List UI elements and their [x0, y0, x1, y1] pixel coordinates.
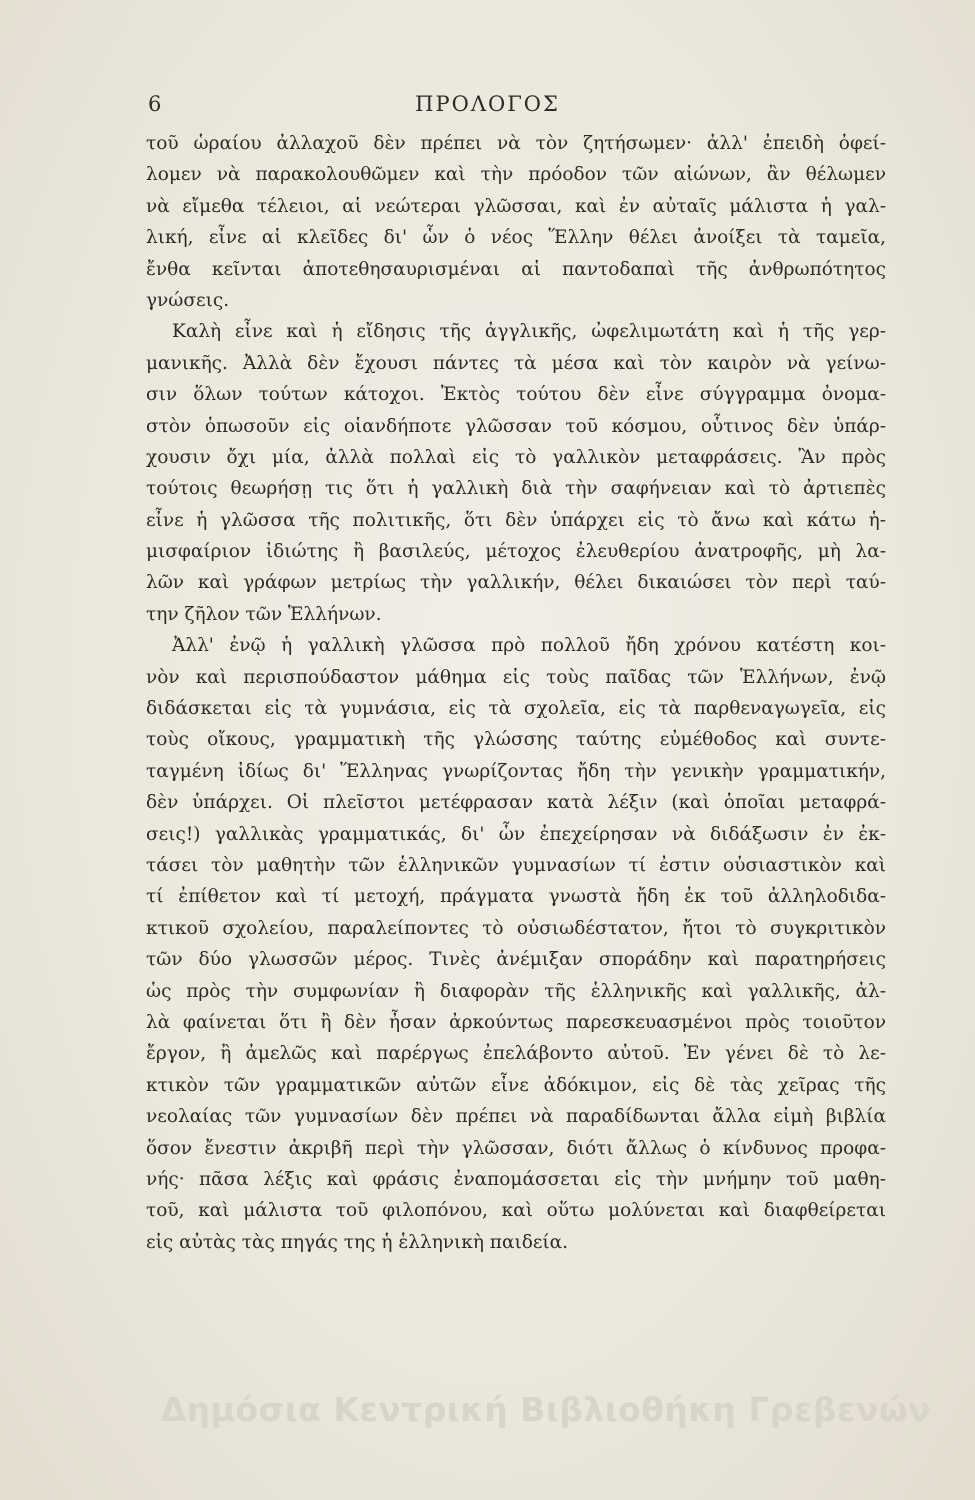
text-line: τῶν δύο γλωσσῶν μέρος. Τινὲς ἀνέμιξαν σποράδην καὶ παρατηρήσεις: [146, 949, 886, 971]
text-line: νὰ εἴμεθα τέλειοι, αἱ νεώτεραι γλῶσσαι, καὶ ἐν αὐταῖς μάλιστα ἡ γαλ-: [146, 195, 886, 217]
text-line: μανικῆς. Ἀλλὰ δὲν ἔχουσι πάντες τὰ μέσα καὶ τὸν καιρὸν νὰ γείνω-: [146, 352, 886, 374]
text-line: λὰ φαίνεται ὅτι ἢ δὲν ἦσαν ἀρκούντως παρεσκευασμένοι πρὸς τοιοῦτον: [146, 1011, 886, 1033]
text-line: ἔνθα κεῖνται ἀποτεθησαυρισμέναι αἱ παντοδαπαὶ τῆς ἀνθρωπότητος: [146, 258, 886, 280]
body-text: [146, 128, 886, 1258]
text-line: την ζῆλον τῶν Ἑλλήνων.: [146, 603, 382, 625]
text-line: ὡς πρὸς τὴν συμφωνίαν ἢ διαφορὰν τῆς ἑλληνικῆς καὶ γαλλικῆς, ἀλ-: [146, 980, 886, 1002]
text-line: νής· πᾶσα λέξις καὶ φράσις ἐναπομάσσεται εἰς τὴν μνήμην τοῦ μαθη-: [146, 1168, 886, 1190]
page-number: 6: [148, 92, 163, 116]
text-line: τί ἐπίθετον καὶ τί μετοχή, πράγματα γνωστὰ ἤδη ἐκ τοῦ ἀλληλοδιδα-: [146, 886, 886, 908]
text-line: λική, εἶνε αἱ κλεῖδες δι' ὧν ὁ νέος Ἕλλην θέλει ἀνοίξει τὰ ταμεῖα,: [146, 227, 886, 249]
text-line: Ἀλλ' ἐνῷ ἡ γαλλικὴ γλῶσσα πρὸ πολλοῦ ἤδη χρόνου κατέστη κοι-: [172, 635, 886, 657]
text-line: τοὺς οἴκους, γραμματικὴ τῆς γλώσσης ταύτης εὐμέθοδος καὶ συντε-: [146, 729, 886, 751]
text-line: νεολαίας τῶν γυμνασίων δὲν πρέπει νὰ παραδίδωνται ἄλλα εἰμὴ βιβλία: [146, 1106, 886, 1128]
text-line: χουσιν ὄχι μία, ἀλλὰ πολλαὶ εἰς τὸ γαλλικὸν μεταφράσεις. Ἂν πρὸς: [146, 446, 886, 468]
text-line: κτικοῦ σχολείου, παραλείποντες τὸ οὐσιωδέστατον, ἤτοι τὸ συγκριτικὸν: [146, 917, 886, 939]
text-line: ὅσον ἔνεστιν ἀκριβῆ περὶ τὴν γλῶσσαν, διότι ἄλλως ὁ κίνδυνος προφα-: [146, 1137, 886, 1159]
text-line: ταγμένη ἰδίως δι' Ἕλληνας γνωρίζοντας ἤδη τὴν γενικὴν γραμματικήν,: [146, 760, 886, 782]
text-line: κτικὸν τῶν γραμματικῶν αὐτῶν εἶνε ἀδόκιμον, εἰς δὲ τὰς χεῖρας τῆς: [146, 1074, 886, 1096]
text-line: τοῦ, καὶ μάλιστα τοῦ φιλοπόνου, καὶ οὕτω μολύνεται καὶ διαφθείρεται: [146, 1200, 886, 1222]
text-line: ἔργον, ἢ ἀμελῶς καὶ παρέργως ἐπελάβοντο αὐτοῦ. Ἐν γένει δὲ τὸ λε-: [146, 1043, 886, 1065]
text-line: λῶν καὶ γράφων μετρίως τὴν γαλλικήν, θέλει δικαιώσει τὸν περὶ ταύ-: [146, 572, 886, 594]
text-line: νὸν καὶ περισπούδαστον μάθημα εἰς τοὺς παῖδας τῶν Ἑλλήνων, ἐνῷ: [146, 666, 886, 688]
text-line: εἰς αὐτὰς τὰς πηγάς της ἡ ἑλληνικὴ παιδεία.: [146, 1231, 569, 1253]
text-line: τούτοις θεωρήσῃ τις ὅτι ἡ γαλλικὴ διὰ τὴν σαφήνειαν καὶ τὸ ἀρτιεπὲς: [146, 478, 886, 500]
text-line: τοῦ ὡραίου ἀλλαχοῦ δὲν πρέπει νὰ τὸν ζητήσωμεν· ἀλλ' ἐπειδὴ ὀφεί-: [146, 133, 886, 154]
text-line: Καλὴ εἶνε καὶ ἡ εἴδησις τῆς ἀγγλικῆς, ὠφελιμωτάτη καὶ ἡ τῆς γερ-: [172, 321, 886, 343]
text-line: τάσει τὸν μαθητὴν τῶν ἑλληνικῶν γυμνασίων τί ἐστιν οὐσιαστικὸν καὶ: [146, 854, 886, 876]
library-watermark: Δημόσια Κεντρική Βιβλιοθήκη Γρεβενών: [160, 1390, 931, 1429]
text-line: διδάσκεται εἰς τὰ γυμνάσια, εἰς τὰ σχολεῖα, εἰς τὰ παρθεναγωγεῖα, εἰς: [146, 698, 886, 720]
text-line: λομεν νὰ παρακολουθῶμεν καὶ τὴν πρόοδον τῶν αἰώνων, ἂν θέλωμεν: [146, 164, 886, 186]
text-line: σιν ὅλων τούτων κάτοχοι. Ἐκτὸς τούτου δὲν εἶνε σύγγραμμα ὀνομα-: [146, 384, 886, 406]
text-line: γνώσεις.: [146, 289, 230, 311]
text-line: δὲν ὑπάρχει. Οἱ πλεῖστοι μετέφρασαν κατὰ λέξιν (καὶ ὁποῖαι μεταφρά-: [146, 792, 886, 814]
text-line: στὸν ὁπωσοῦν εἰς οἱανδήποτε γλῶσσαν τοῦ κόσμου, οὗτινος δὲν ὑπάρ-: [146, 415, 886, 437]
running-head: ΠΡΟΛΟΓΟΣ: [415, 92, 560, 116]
text-line: εἶνε ἡ γλῶσσα τῆς πολιτικῆς, ὅτι δὲν ὑπάρχει εἰς τὸ ἄνω καὶ κάτω ἡ-: [146, 509, 886, 531]
text-line: μισφαίριον ἰδιώτης ἢ βασιλεύς, μέτοχος ἐλευθερίου ἀνατροφῆς, μὴ λα-: [146, 541, 886, 563]
text-line: σεις!) γαλλικὰς γραμματικάς, δι' ὧν ἐπεχείρησαν νὰ διδάξωσιν ἐν ἐκ-: [146, 823, 886, 845]
